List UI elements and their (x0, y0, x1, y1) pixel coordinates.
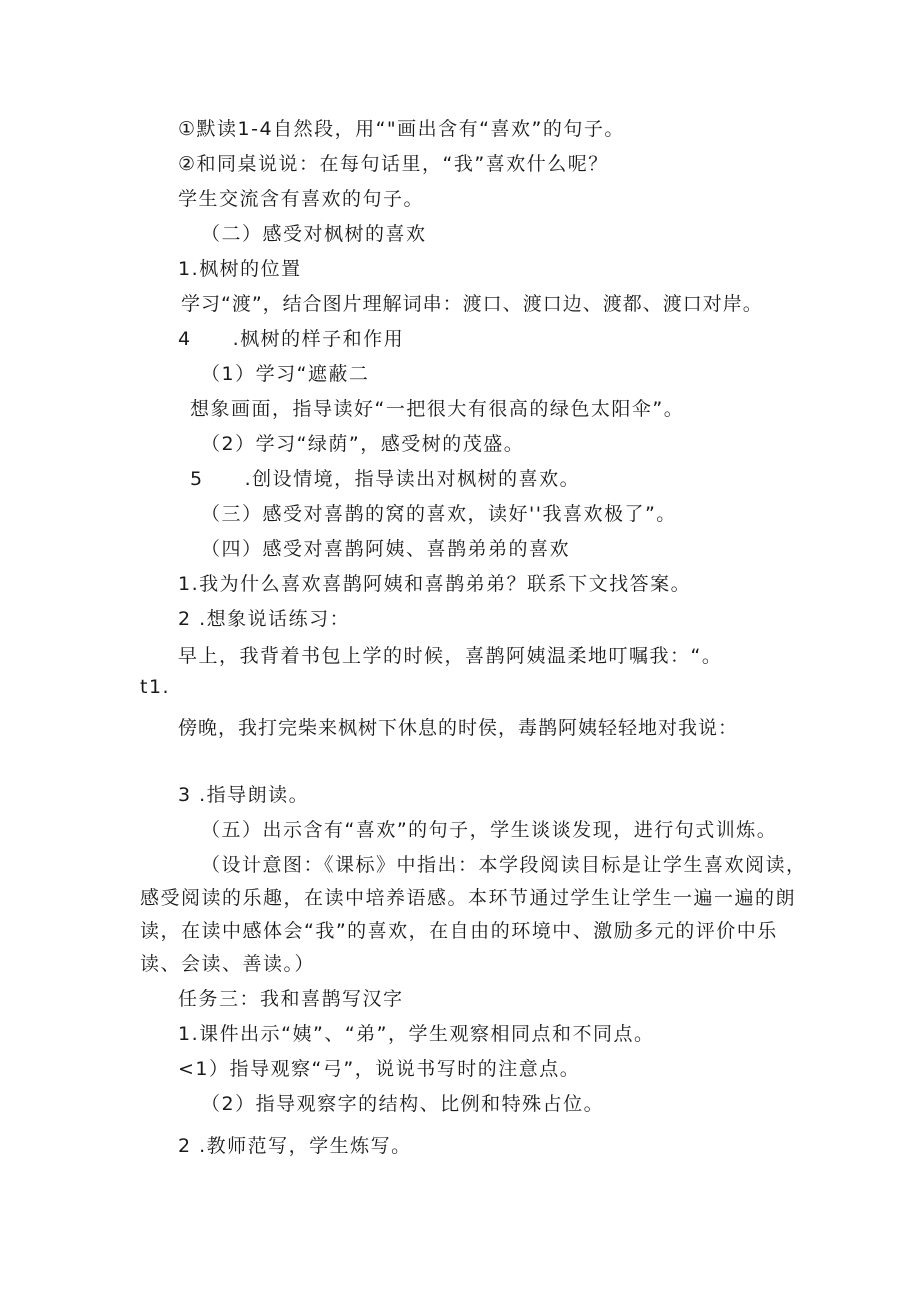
text-line: 早上，我背着书包上学的时候，喜鹊阿姨温柔地叮嘱我：“。 (178, 645, 723, 667)
text-line: t1. (140, 676, 171, 698)
text-line: 1.课件出示“姨”、“弟”，学生观察相同点和不同点。 (178, 1023, 655, 1045)
text-line: 1.我为什么喜欢喜鹊阿姨和喜鹊弟弟？联系下文找答案。 (178, 573, 692, 595)
text-line: 学习“渡”，结合图片理解词串：渡口、渡口边、渡都、渡口对岸。 (181, 293, 763, 315)
text-line: 2 .想象说话练习： (178, 608, 351, 630)
text-line: 1.枫树的位置 (178, 258, 302, 280)
text-line: 2 .教师范写，学生炼写。 (178, 1135, 412, 1157)
text-line: （设计意图：《课标》中指出：本学段阅读目标是让学生喜欢阅读， (201, 854, 807, 876)
text-line: （2）指导观察字的结构、比例和特殊占位。 (201, 1093, 605, 1115)
text-line: 学生交流含有喜欢的句子。 (178, 188, 425, 210)
text-line: 傍晚，我打完柴来枫树下休息的时侯，毒鹊阿姨轻轻地对我说： (178, 717, 739, 739)
text-line: （2）学习“绿荫”，感受树的茂盛。 (201, 433, 525, 455)
section-heading: （三）感受对喜鹊的窝的喜欢，读好''我喜欢极了”。 (201, 503, 677, 525)
text-line: 5 .创设情境，指导读出对枫树的喜欢。 (190, 468, 581, 490)
section-heading: （五）出示含有“喜欢”的句子，学生谈谈发现，进行句式训炼。 (201, 819, 778, 841)
text-line: 读，在读中感体会“我”的喜欢，在自由的环境中、激励多元的评价中乐 (140, 920, 778, 942)
text-line: 想象画面，指导读好“一把很大有很高的绿色太阳伞”。 (190, 398, 685, 420)
text-line: （1）学习“遮蔽二 (201, 363, 370, 385)
section-heading: （四）感受对喜鹊阿姨、喜鹊弟弟的喜欢 (201, 538, 571, 560)
text-line: ②和同桌说说：在每句话里，“我”喜欢什么呢？ (178, 153, 609, 175)
section-heading: 任务三：我和喜鹊写汉字 (178, 988, 404, 1010)
section-heading: （二）感受对枫树的喜欢 (201, 223, 427, 245)
text-line: 读、会读、善读。） (140, 953, 316, 975)
text-line: ①默读1-4自然段，用“"画出含有“喜欢”的句子。 (178, 118, 625, 140)
text-line: 3 .指导朗读。 (178, 784, 310, 806)
text-line: 感受阅读的乐趣，在读中培养语感。本环节通过学生让学生一遍一遍的朗 (140, 887, 797, 909)
text-line: <1）指导观察“弓”，说说书写时的注意点。 (178, 1058, 581, 1080)
text-line: 4 .枫树的样子和作用 (178, 328, 405, 350)
